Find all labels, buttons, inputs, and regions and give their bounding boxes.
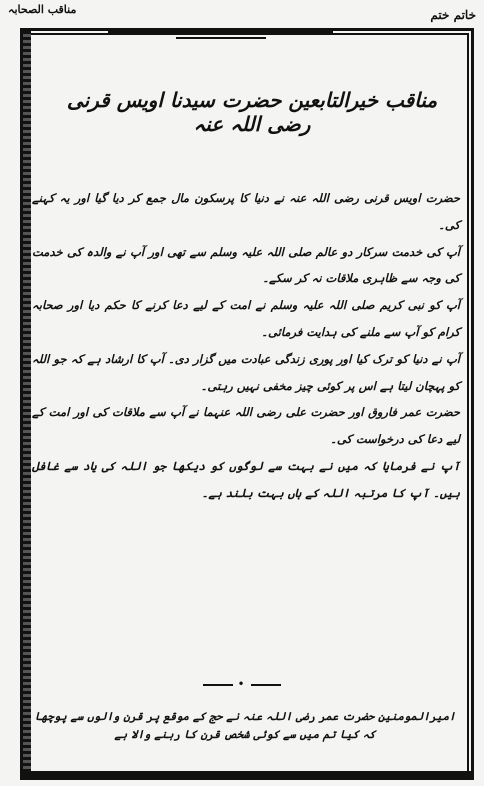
page-title: مناقب خیرالتابعین حضرت سیدنا اویس قرنی رضی اللہ عنہ bbox=[66, 88, 438, 136]
paragraph: آپ نے فرمایا کہ میں نے بہت سے لوگوں کو دیکھا جو اللہ کی یاد سے غافل ہیں۔ آپ کا مرتبہ اللہ کے ہاں بہت بلند ہے۔ bbox=[32, 458, 460, 500]
paragraph: آپ کو نبی کریم صلی اللہ علیہ وسلم نے امت کے لیے دعا کرنے کا حکم دیا اور صحابہ کرام کو آپ سے ملنے کی ہدایت فرمائی۔ bbox=[32, 298, 460, 339]
header-right-title: خاتم ختم bbox=[430, 8, 476, 22]
frame-left-border bbox=[23, 31, 31, 777]
header-left-title: مناقب الصحابہ bbox=[8, 3, 77, 16]
banner-line-primary bbox=[108, 30, 333, 34]
frame-bottom-border bbox=[23, 771, 471, 777]
body-text bbox=[32, 185, 460, 507]
paragraph: حضرت عمر فاروق اور حضرت علی رضی اللہ عنہما نے آپ سے ملاقات کی اور امت کے لیے دعا کی درخواست کی۔ bbox=[32, 405, 460, 447]
footer-text: امیرالمومنین حضرت عمر رضی اللہ عنہ نے حج کے موقع پر قرن والوں سے پوچھا کہ کیا تم میں سے کوئی شخص قرن کا رہنے والا ہے bbox=[34, 710, 456, 741]
paragraph: آپ نے دنیا کو ترک کیا اور پوری زندگی عبادت میں گزار دی۔ آپ کا ارشاد ہے کہ جو اللہ کو پہچان لیتا ہے اس پر کوئی چیز مخفی نہیں رہتی۔ bbox=[32, 351, 460, 393]
paragraph: حضرت اویس قرنی رضی اللہ عنہ نے دنیا کا پرسکون مال جمع کر دیا گیا اور یہ کہنے کی۔ bbox=[32, 191, 460, 232]
header-banner bbox=[108, 30, 333, 39]
banner-line-secondary bbox=[176, 37, 266, 39]
paragraph: آپ کی خدمت سرکار دو عالم صلی اللہ علیہ وسلم سے تھی اور آپ نے والدہ کی خدمت کی وجہ سے ظاہری ملاقات نہ کر سکے۔ bbox=[32, 244, 460, 286]
section-divider: • bbox=[0, 677, 484, 691]
